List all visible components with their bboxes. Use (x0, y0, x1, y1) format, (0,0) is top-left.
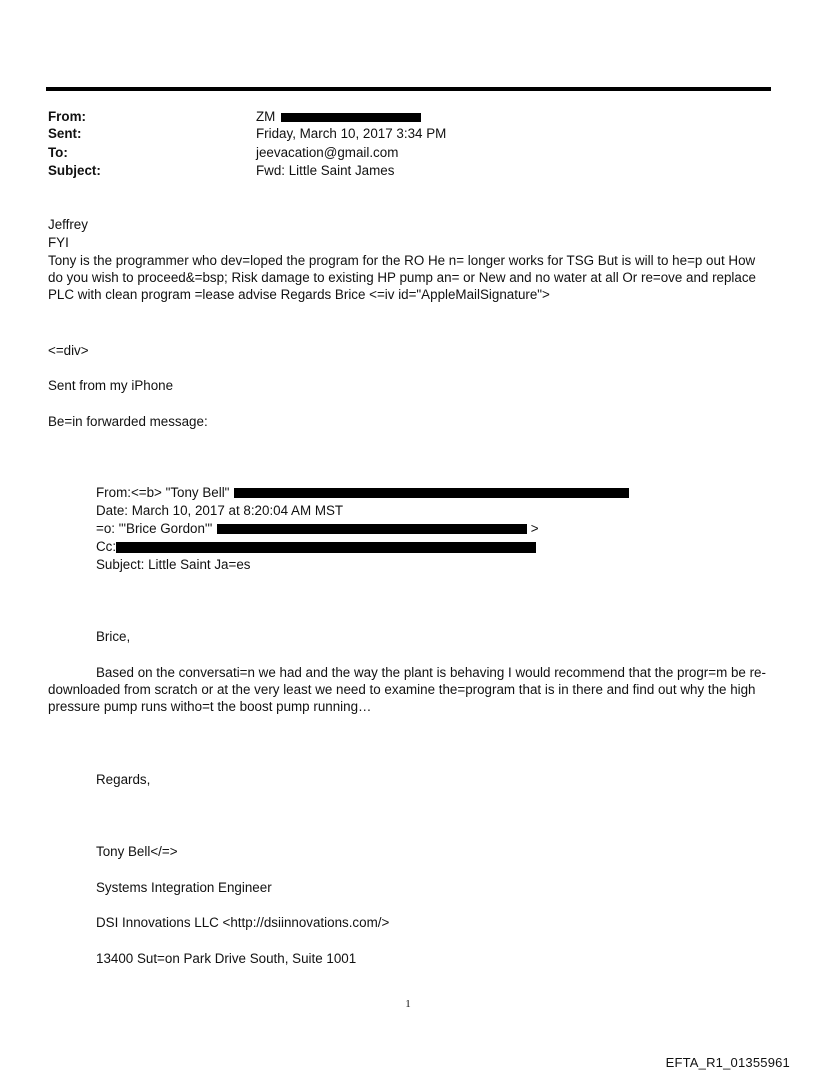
div-tag: <=div> (48, 343, 89, 358)
signature-name: Tony Bell</=> (96, 844, 178, 859)
fwd-cc-line: Cc: (96, 538, 536, 555)
fwd-from-line: From:<=b> "Tony Bell" (96, 484, 629, 501)
signature-company: DSI Innovations LLC <http://dsiinnovations.com/> (96, 915, 390, 930)
redaction-bar (116, 542, 536, 553)
fwd-date-line: Date: March 10, 2017 at 8:20:04 AM MST (96, 503, 344, 518)
sent-label: Sent: (48, 126, 82, 141)
page-number: 1 (405, 998, 411, 1010)
header-divider (46, 87, 771, 91)
document-id: EFTA_R1_01355961 (665, 1055, 790, 1070)
fwd-salutation: Brice, (96, 629, 131, 644)
signature-title: Systems Integration Engineer (96, 880, 272, 895)
sent-from-line: Sent from my iPhone (48, 378, 174, 393)
fwd-subject-line: Subject: Little Saint Ja=es (96, 557, 251, 572)
subject-label: Subject: (48, 163, 101, 178)
greeting: Jeffrey (48, 217, 88, 232)
redaction-bar (217, 524, 527, 534)
to-label: To: (48, 145, 68, 160)
fwd-regards: Regards, (96, 772, 151, 787)
message-body: Tony is the programmer who dev=loped the program for the RO He n= longer works for TSG But is will to he=p out How do you wish to proceed&=bsp; Risk damage to existing HP pump an= or New and no water at all Or re=ove and replace PLC with clean program =lease advise Regards Brice <=iv id="AppleMailSignature"> (48, 253, 756, 302)
redaction-bar (234, 488, 629, 498)
from-label: From: (48, 109, 86, 124)
subject-value: Fwd: Little Saint James (256, 163, 395, 178)
fwd-paragraph: Based on the conversati=n we had and the way the plant is behaving I would recommend that the progr=m be re-downloaded from scratch or at the very least we need to examine the=program that is in there and find out why the high pressure pump runs witho=t the boost pump running… (48, 665, 766, 714)
redaction-bar (281, 113, 421, 122)
forwarded-label: Be=in forwarded message: (48, 414, 208, 429)
signature-address: 13400 Sut=on Park Drive South, Suite 1001 (96, 951, 357, 966)
from-value: ZM (256, 108, 421, 125)
fyi-line: FYI (48, 235, 69, 250)
sent-value: Friday, March 10, 2017 3:34 PM (256, 126, 447, 141)
to-value: jeevacation@gmail.com (256, 145, 399, 160)
fwd-to-line: =o: "'Brice Gordon'" > (96, 521, 539, 536)
